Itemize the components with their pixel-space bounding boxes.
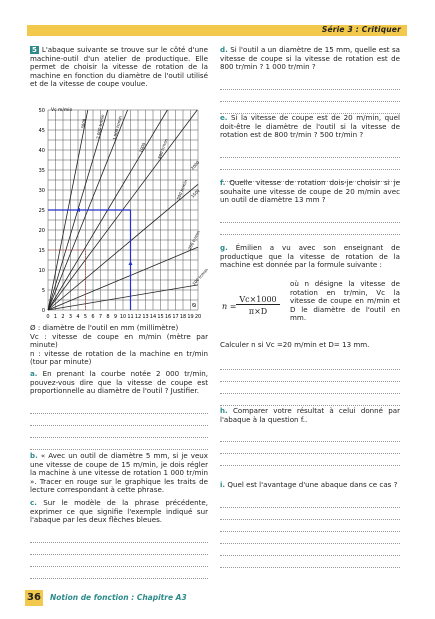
answer-line[interactable] [220, 78, 400, 90]
q-b-label: b. [30, 451, 38, 460]
series-label: 2 000 tr/min [95, 113, 106, 140]
series-label: 2000 [189, 159, 201, 171]
answer-line[interactable] [30, 555, 208, 567]
series-label: 500 tr/min [175, 179, 189, 201]
question-a [30, 370, 208, 450]
page-number: 36 [25, 590, 43, 606]
chapter-title: Notion de fonction : Chapitre A3 [50, 593, 187, 602]
abaque-chart [22, 100, 212, 330]
q-i-text: Quel est l'avantage d'une abaque dans ce cas ? [227, 480, 398, 489]
q-f-text: Quelle vitesse de rotation dois-je choisir si je souhaite une vitesse de coupe de 20 m/min avec un outil de diamètre 13 mm ? [220, 178, 400, 205]
series-label: 3000 [80, 118, 87, 130]
q-f-label: f. [220, 178, 226, 187]
question-e [220, 114, 400, 182]
x-tick-label: 19 [187, 314, 194, 320]
answer-line[interactable] [30, 438, 208, 450]
series-label: 250 tr/min [186, 229, 201, 251]
q-d-label: d. [220, 45, 228, 54]
x-tick-label: 11 [127, 314, 134, 320]
question-c [30, 499, 208, 579]
q-i-label: i. [220, 480, 226, 489]
x-tick-label: 20 [194, 314, 202, 320]
answer-line[interactable] [30, 543, 208, 555]
answer-line[interactable] [220, 382, 400, 394]
q-e-text: Si la vitesse de coupe est de 20 m/min, quel doit-être le diamètre de l'outil si la vitesse de rotation est de 800 tr/min ? 500 tr/min ? [220, 113, 400, 140]
y-tick-label: 20 [38, 228, 45, 234]
y-tick-label: 15 [38, 248, 45, 254]
q-h-text: Comparer votre résultat à celui donné par l'abaque à la question f.. [220, 406, 400, 424]
series-label: 1500 [189, 187, 201, 199]
answer-line[interactable] [30, 567, 208, 579]
y-tick-label: 25 [38, 208, 45, 214]
answer-line[interactable] [220, 102, 400, 114]
answer-line[interactable] [220, 211, 400, 223]
y-tick-label: 5 [41, 288, 45, 294]
answer-line[interactable] [220, 520, 400, 532]
question-i [220, 481, 400, 568]
legend-block [30, 324, 208, 367]
q-d-text: Si l'outil a un diamètre de 15 mm, quelle est sa vitesse de coupe si la vitesse de rotation est de 800 tr/min ? 1 000 tr/min ? [220, 45, 400, 72]
series-label: 800 tr/min [156, 138, 169, 160]
y-tick-label: 40 [38, 148, 45, 154]
answer-line[interactable] [30, 402, 208, 414]
exercise-intro [30, 46, 208, 89]
answer-line[interactable] [220, 442, 400, 454]
x-tick-label: 1 [53, 314, 58, 320]
x-tick-label: 0 [46, 314, 50, 320]
answer-line[interactable] [220, 544, 400, 556]
question-d [220, 46, 400, 114]
series-label: 100 tr/min [191, 267, 210, 287]
x-tick-label: 16 [164, 314, 172, 320]
answer-line[interactable] [220, 556, 400, 568]
answer-line[interactable] [220, 430, 400, 442]
x-tick-label: 17 [172, 314, 179, 320]
g-where-text: où n désigne la vitesse de rotation en tr/min, Vc la vitesse de coupe en m/min et D le diamètre de l'outil en mm. [290, 279, 400, 323]
x-tick-label: 9 [113, 314, 118, 320]
y-tick-label: 45 [38, 128, 45, 134]
formula-lhs: n = [222, 302, 237, 311]
intro-text: L'abaque suivante se trouve sur le côté d'une machine-outil d'un atelier de productique. Elle permet de choisir la vitesse de rotation de la machine en fonction du diamètre de l'outil utilisé et de la vitesse de coupe voulue. [30, 45, 208, 89]
x-tick-label: 5 [83, 314, 88, 320]
series-label: 1000 [138, 141, 147, 154]
formula [222, 292, 284, 322]
x-tick-label: 12 [134, 314, 142, 320]
y-tick-label: 0 [41, 308, 45, 314]
blue-arrowhead-up [129, 261, 133, 265]
left-column [30, 46, 208, 89]
x-tick-label: 15 [157, 314, 164, 320]
calc-text: Calculer n si Vc =20 m/min et D= 13 mm. [220, 340, 370, 349]
legend-vc: Vc : vitesse de coupe en m/min (mètre par minute) [30, 331, 208, 350]
question-f [220, 179, 400, 235]
series-label: 1 500 tr/min [111, 115, 123, 141]
formula-numerator: Vc×1000 [236, 295, 280, 305]
x-tick-label: 6 [91, 314, 95, 320]
y-tick-label: 50 [38, 108, 45, 114]
y-tick-label: 30 [38, 188, 45, 194]
x-axis-label: Ø [192, 303, 198, 307]
q-g-text: Émilien a vu avec son enseignant de productique que la vitesse de rotation de la machine est donnée par la formule suivante : [220, 243, 400, 270]
answer-line[interactable] [220, 158, 400, 170]
x-tick-label: 18 [179, 314, 187, 320]
legend-diam: Ø : diamètre de l'outil en mm (millimètre) [30, 323, 179, 332]
answer-line[interactable] [220, 508, 400, 520]
answer-line[interactable] [30, 414, 208, 426]
exercise-number: 5 [32, 46, 37, 54]
q-e-label: e. [220, 113, 228, 122]
answer-line[interactable] [30, 426, 208, 438]
x-tick-label: 3 [68, 314, 73, 320]
answer-line[interactable] [220, 532, 400, 544]
x-tick-label: 4 [76, 314, 80, 320]
x-tick-label: 13 [142, 314, 149, 320]
question-h [220, 407, 400, 466]
q-h-label: h. [220, 406, 228, 415]
answer-line[interactable] [220, 496, 400, 508]
answer-line[interactable] [220, 90, 400, 102]
question-g [220, 244, 400, 270]
answer-line[interactable] [220, 358, 400, 370]
q-c-label: c. [30, 498, 37, 507]
x-tick-label: 10 [119, 314, 127, 320]
answer-line[interactable] [220, 146, 400, 158]
answer-line[interactable] [220, 394, 400, 406]
question-b [30, 452, 208, 495]
formula-explanation [290, 280, 400, 323]
y-axis-label: Vc m/min [51, 108, 73, 113]
x-tick-label: 8 [106, 314, 110, 320]
q-a-text: En prenant la courbe notée 2 000 tr/min, pouvez-vous dire que la vitesse de coupe est proportionnelle au diamètre de l'outil ? Justifier. [30, 369, 208, 396]
x-tick-label: 2 [61, 314, 65, 320]
q-g-label: g. [220, 243, 228, 252]
legend-n: n : vitesse de rotation de la machine en tr/min (tour par minute) [30, 348, 208, 367]
y-tick-label: 10 [38, 268, 45, 274]
y-tick-label: 35 [38, 168, 45, 174]
answer-line[interactable] [30, 531, 208, 543]
x-tick-label: 14 [149, 314, 157, 320]
q-c-text: Sur le modèle de la phrase précédente, exprimer ce que signifie l'exemple indiqué sur l'abaque par les deux flèches bleues. [30, 498, 208, 525]
calc-instruction [220, 341, 400, 406]
q-a-label: a. [30, 369, 38, 378]
answer-line[interactable] [220, 370, 400, 382]
q-b-text: « Avec un outil de diamètre 5 mm, si je veux une vitesse de coupe de 15 m/min, je dois régler la machine à une vitesse de rotation 1 000 tr/min ». Tracer en rouge sur le graphique les traits de lecture correspondant à cette phrase. [30, 451, 208, 495]
answer-line[interactable] [220, 454, 400, 466]
answer-line[interactable] [220, 223, 400, 235]
x-tick-label: 7 [98, 314, 103, 320]
formula-denominator: π×D [248, 307, 268, 316]
series-title: Série 3 : Critiquer [321, 25, 401, 34]
